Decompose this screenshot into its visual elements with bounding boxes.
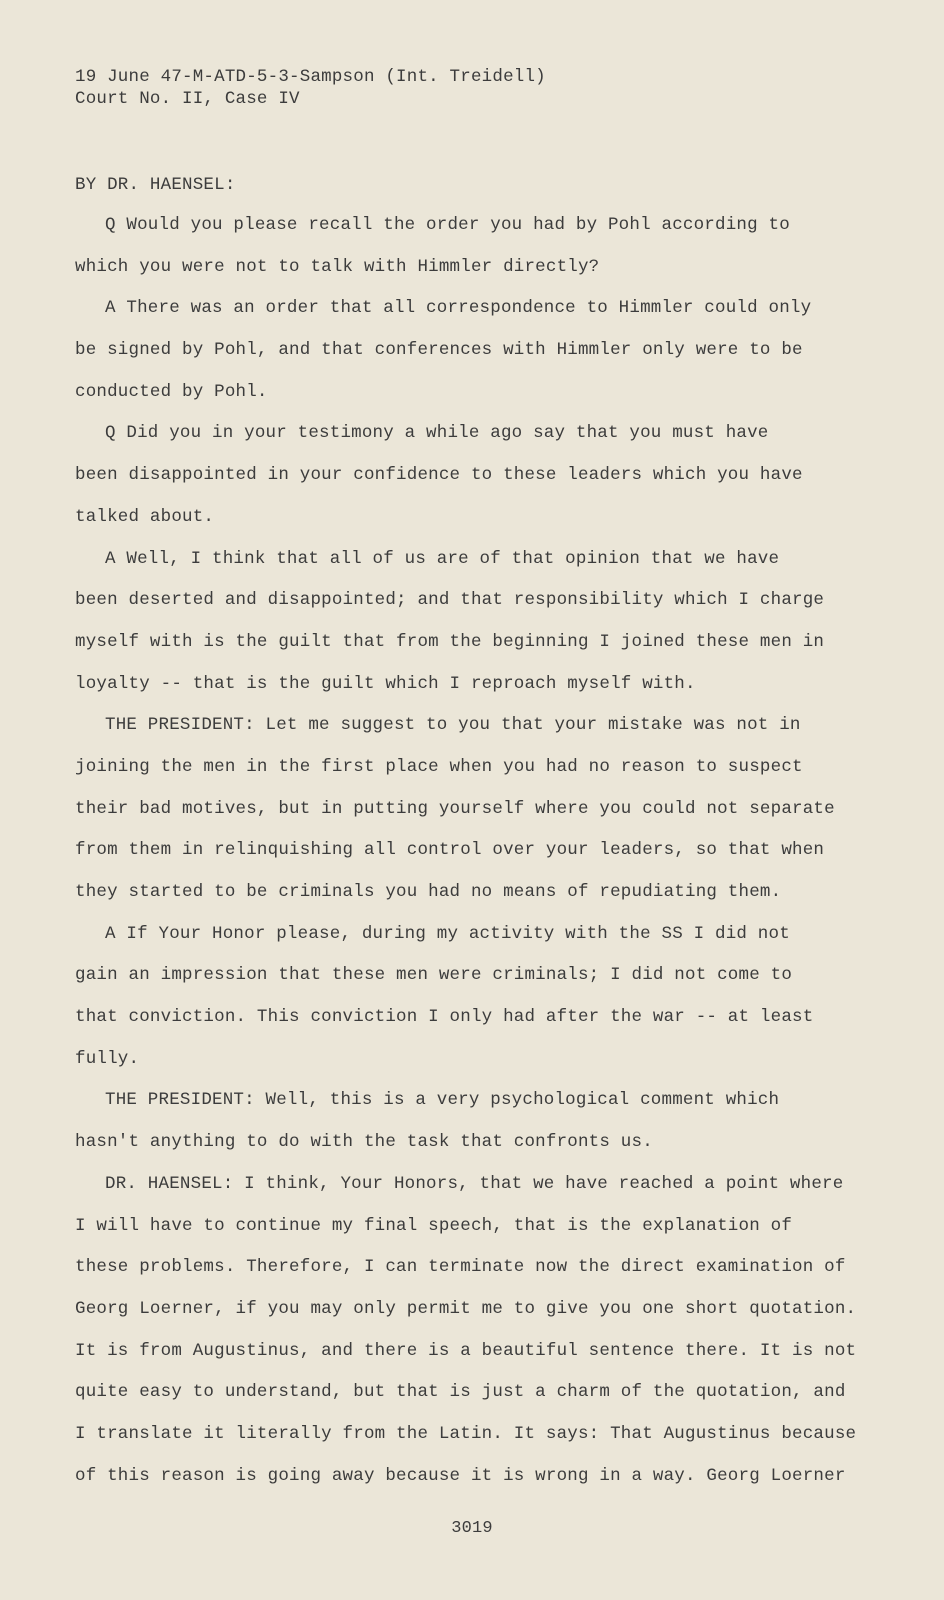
transcript-body	[75, 174, 857, 1506]
paragraph-answer-1	[75, 297, 835, 422]
text-line: their bad motives, but in putting yourself where you could not separate	[75, 798, 835, 819]
text-line: they started to be criminals you had no means of repudiating them.	[75, 882, 782, 902]
text-line: A There was an order that all correspondence to Himmler could only	[105, 298, 812, 319]
text-line: fully.	[75, 1048, 140, 1069]
text-line: conducted by Pohl.	[75, 381, 268, 402]
text-line: loyalty -- that is the guilt which I reproach myself with.	[75, 673, 696, 694]
examiner-label: BY DR. HAENSEL:	[75, 175, 236, 195]
text-line: of this reason is going away because it is wrong in a way. Georg Loerner	[75, 1465, 846, 1486]
header-line-session: 19 June 47-M-ATD-5-3-Sampson (Int. Treidell)	[75, 67, 546, 87]
paragraph-haensel	[75, 1173, 857, 1507]
header-line-court: Court No. II, Case IV	[75, 89, 300, 109]
text-line: gain an impression that these men were criminals; I did not come to	[75, 965, 793, 986]
text-line: A Well, I think that all of us are of that opinion that we have	[105, 548, 780, 569]
text-line: Q Would you please recall the order you had by Pohl according to	[105, 215, 790, 235]
text-line: these problems. Therefore, I can terminate now the direct examination of	[75, 1257, 846, 1278]
text-line: Q Did you in your testimony a while ago say that you must have	[105, 423, 769, 444]
text-line: that conviction. This conviction I only had after the war -- at least	[75, 1007, 814, 1028]
text-line: I translate it literally from the Latin. It says: That Augustinus because	[75, 1423, 857, 1444]
text-line: A If Your Honor please, during my activity with the SS I did not	[105, 923, 790, 944]
paragraph-question-2	[75, 422, 835, 547]
text-line: be signed by Pohl, and that conferences with Himmler only were to be	[75, 340, 803, 361]
text-line: Georg Loerner, if you may only permit me to give you one short quotation.	[75, 1298, 857, 1319]
text-line: quite easy to understand, but that is just a charm of the quotation, and	[75, 1382, 846, 1403]
paragraph-answer-2	[75, 548, 835, 715]
text-line: joining the men in the first place when you had no reason to suspect	[75, 756, 803, 777]
text-line: been disappointed in your confidence to these leaders which you have	[75, 465, 803, 486]
text-line: been deserted and disappointed; and that responsibility which I charge	[75, 590, 825, 611]
text-line: DR. HAENSEL: I think, Your Honors, that we have reached a point where	[105, 1173, 844, 1194]
text-line: myself with is the guilt that from the beginning I joined these men in	[75, 631, 825, 652]
paragraph-president-2	[75, 1089, 835, 1172]
text-line: It is from Augustinus, and there is a beautiful sentence there. It is not	[75, 1340, 857, 1361]
paragraph-president-1	[75, 714, 835, 922]
paragraph-question-1	[75, 214, 835, 297]
paragraph-answer-3	[75, 923, 835, 1090]
text-line: talked about.	[75, 506, 215, 527]
text-line: THE PRESIDENT: Well, this is a very psychological comment which	[105, 1090, 780, 1111]
text-line: which you were not to talk with Himmler directly?	[75, 256, 600, 277]
document-header	[75, 66, 546, 110]
text-line: from them in relinquishing all control over your leaders, so that when	[75, 840, 825, 861]
text-line: hasn't anything to do with the task that confronts us.	[75, 1132, 653, 1153]
page-number: 3019	[451, 1519, 493, 1538]
text-line: I will have to continue my final speech, that is the explanation of	[75, 1215, 793, 1236]
text-line: THE PRESIDENT: Let me suggest to you that your mistake was not in	[105, 715, 801, 736]
